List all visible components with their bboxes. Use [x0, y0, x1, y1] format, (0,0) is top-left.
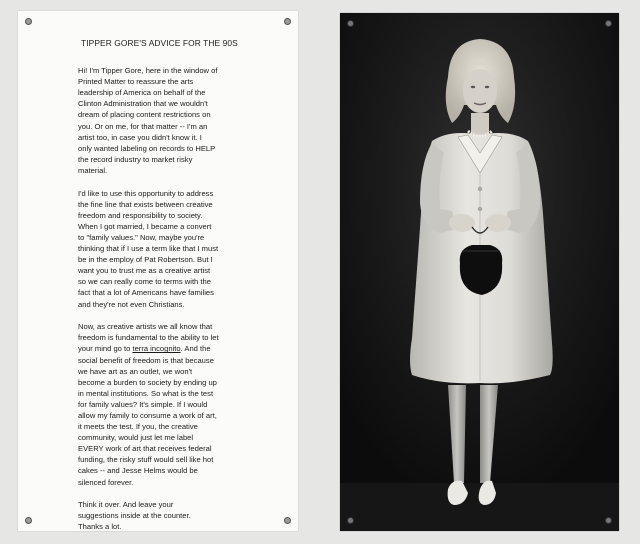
paragraph-2: I'd like to use this opportunity to address the fine line that exists between creative freedom and responsibility to society. When I got married, I became a convert to "family values." Now, maybe you're thinking that if I use a term like that I must be in the employ of Pat Robertson. But I want you to trust me as a creative artist so we can really come to terms with the fact that a lot of Americans have families and they're not even Christians.: [78, 188, 219, 309]
panel-title: TIPPER GORE'S ADVICE FOR THE 90S: [81, 38, 238, 48]
advice-text: [78, 38, 292, 544]
grommet-icon: [347, 517, 354, 524]
underlined-phrase: terra incognito: [132, 344, 181, 354]
paragraph-3: [78, 321, 292, 487]
right-hand: [485, 214, 511, 232]
grommet-icon: [605, 517, 612, 524]
paragraph-3-after: . And the social benefit of freedom is that because we have art as an outlet, we won't become a burden to society by ending up in mental institutions. So what is the test for family values? It's simple. If I would allow my family to consume a work of art, it meets the test. If you, the creative community, would just let me label EVERY work of art that receives federal funding, the risky stuff would sell like hot cakes -- and Jesse Helms would be silenced forever.: [78, 344, 217, 487]
face: [463, 69, 497, 113]
grommet-icon: [284, 18, 291, 25]
grommet-icon: [605, 20, 612, 27]
grommet-icon: [25, 517, 32, 524]
grommet-icon: [25, 18, 32, 25]
portrait-photo: [340, 13, 619, 531]
photo-panel: [340, 13, 619, 531]
paragraph-3-before: Now, as creative artists we all know that freedom is fundamental to the ability to let your mind go to: [78, 322, 219, 354]
text-panel: [18, 11, 298, 531]
left-hand: [449, 214, 475, 232]
paragraph-1: Hi! I'm Tipper Gore, here in the window of Printed Matter to reassure the arts leadership of America on behalf of the Clinton Administration that we wouldn't dream of placing content restrictions on you. Or on me, for that matter -- I'm an artist too, in case you didn't know it. I only wanted labeling on records to HELP the record industry to market risky material.: [78, 66, 218, 175]
paragraph-4: Think it over. And leave your suggestions inside at the counter. Thanks a lot.: [78, 500, 191, 532]
grommet-icon: [347, 20, 354, 27]
